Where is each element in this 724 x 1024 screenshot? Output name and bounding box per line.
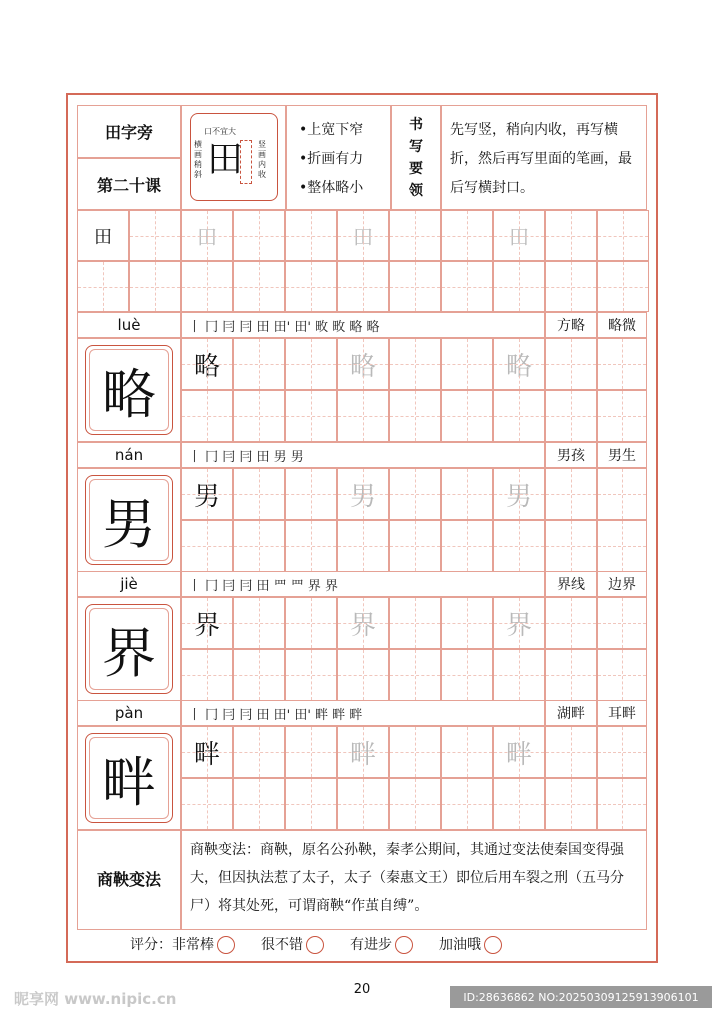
stroke-order <box>181 312 545 338</box>
story-title-cell <box>77 830 181 930</box>
watermark-right: ID:28636862 NO:20250309125913906101 <box>450 986 712 1008</box>
model-char: 畔 <box>193 739 220 770</box>
trace-char: 略 <box>505 351 532 382</box>
example-word-cell <box>597 312 647 338</box>
practice-grid-cell[interactable] <box>233 261 285 312</box>
example-word-cell <box>545 442 597 468</box>
practice-grid-cell[interactable] <box>285 468 337 520</box>
example-word: 方略 <box>557 318 585 334</box>
method-text-cell <box>441 105 647 210</box>
diagram-right-note: 竖画内收 <box>258 140 266 179</box>
trace-char: 界 <box>349 610 376 641</box>
example-word-cell <box>545 700 597 726</box>
trace-char: 男 <box>505 481 532 512</box>
practice-grid-cell[interactable] <box>337 261 389 312</box>
pinyin-label: jiè <box>120 575 138 593</box>
practice-grid-cell[interactable] <box>545 597 597 649</box>
radical-title: 田字旁 <box>104 123 153 142</box>
practice-grid-cell[interactable] <box>441 210 493 261</box>
practice-grid-cell[interactable] <box>441 261 493 312</box>
big-char-cell <box>77 338 181 442</box>
practice-grid-cell[interactable] <box>597 778 647 830</box>
practice-grid-cell[interactable] <box>545 390 597 442</box>
practice-grid-cell[interactable] <box>389 210 441 261</box>
practice-grid-cell[interactable] <box>597 261 649 312</box>
example-word: 边界 <box>608 577 636 593</box>
practice-grid-cell[interactable] <box>545 778 597 830</box>
practice-grid-cell[interactable] <box>389 261 441 312</box>
method-text: 先写竖，稍向内收，再写横折，然后再写里面的笔画，最后写横封口。 <box>450 122 632 196</box>
practice-grid-cell[interactable] <box>545 338 597 390</box>
practice-grid-cell[interactable] <box>545 210 597 261</box>
practice-grid-cell[interactable] <box>493 468 545 520</box>
practice-grid-cell[interactable] <box>181 649 233 701</box>
story-text-cell <box>181 830 647 930</box>
practice-grid-cell[interactable] <box>493 261 545 312</box>
practice-grid-cell[interactable] <box>233 726 285 778</box>
practice-grid-cell[interactable] <box>389 468 441 520</box>
lesson-label: 第二十课 <box>96 175 161 195</box>
stroke-order-text: 丨 冂 冃 冃 田 罒 罒 界 界 <box>188 578 339 594</box>
diagram-cell <box>181 105 286 210</box>
rating-circle[interactable] <box>217 936 235 954</box>
stroke-order-text: 丨 冂 冃 冃 田 男 男 <box>188 449 304 465</box>
example-word: 男生 <box>608 448 636 464</box>
practice-grid-cell[interactable] <box>181 390 233 442</box>
practice-trace-char: 田 <box>509 225 529 249</box>
practice-trace-char: 田 <box>197 225 217 249</box>
practice-grid-cell[interactable] <box>129 210 181 261</box>
rating-circle[interactable] <box>395 936 413 954</box>
practice-grid-cell[interactable] <box>337 649 389 701</box>
stroke-order <box>181 571 545 597</box>
practice-grid-cell[interactable] <box>233 597 285 649</box>
practice-grid-cell[interactable] <box>181 210 233 261</box>
practice-grid-cell[interactable] <box>389 597 441 649</box>
practice-grid-cell[interactable] <box>285 390 337 442</box>
big-char: 略 <box>89 349 169 431</box>
practice-grid-cell[interactable] <box>389 390 441 442</box>
practice-grid-cell[interactable] <box>597 520 647 572</box>
practice-grid-cell[interactable] <box>285 597 337 649</box>
big-char-cell <box>77 597 181 701</box>
stroke-order-text: 丨 冂 冃 冃 田 田' 田' 畋 畋 略 略 <box>188 319 380 335</box>
practice-grid-cell[interactable] <box>441 778 493 830</box>
practice-grid-cell[interactable] <box>441 520 493 572</box>
practice-radical-char: 田 <box>94 226 112 248</box>
practice-grid-cell[interactable] <box>441 338 493 390</box>
model-char: 界 <box>193 610 220 641</box>
practice-grid-cell[interactable] <box>285 210 337 261</box>
practice-grid-cell[interactable] <box>597 338 647 390</box>
method-label: 书写要领 <box>409 116 423 199</box>
practice-grid-cell[interactable] <box>493 649 545 701</box>
practice-radical-cell <box>77 210 129 261</box>
rating-option-1[interactable]: 非常棒 <box>172 934 235 954</box>
point-1: •上宽下窄 <box>299 121 364 138</box>
practice-grid-cell[interactable] <box>545 726 597 778</box>
example-word: 界线 <box>557 577 585 593</box>
practice-grid-cell[interactable] <box>441 390 493 442</box>
practice-grid-cell[interactable] <box>285 649 337 701</box>
practice-grid-cell[interactable] <box>233 390 285 442</box>
practice-grid-cell[interactable] <box>233 210 285 261</box>
pinyin-cell <box>77 312 181 338</box>
practice-grid-cell[interactable] <box>597 597 647 649</box>
big-char-cell <box>77 726 181 830</box>
practice-grid-cell[interactable] <box>233 778 285 830</box>
practice-grid-cell[interactable] <box>337 520 389 572</box>
pinyin-cell <box>77 442 181 468</box>
practice-grid-cell[interactable] <box>337 778 389 830</box>
practice-grid-cell[interactable] <box>597 210 649 261</box>
practice-grid-cell[interactable] <box>285 261 337 312</box>
pinyin-cell <box>77 571 181 597</box>
example-word: 略微 <box>608 318 636 334</box>
rating-option-2[interactable]: 很不错 <box>261 934 324 954</box>
point-2: •折画有力 <box>299 150 364 167</box>
example-word-cell <box>597 700 647 726</box>
rating-row <box>130 934 630 954</box>
model-char: 男 <box>193 481 220 512</box>
practice-grid-cell[interactable] <box>493 778 545 830</box>
practice-grid-cell[interactable] <box>337 390 389 442</box>
practice-grid-cell[interactable] <box>129 261 181 312</box>
practice-grid-cell[interactable] <box>285 338 337 390</box>
diagram-top-note: 口不宜大 <box>204 127 236 136</box>
lesson-cell <box>77 158 181 210</box>
method-label-cell <box>391 105 441 210</box>
practice-grid-cell[interactable] <box>597 468 647 520</box>
trace-char: 男 <box>349 481 376 512</box>
practice-grid-cell[interactable] <box>233 468 285 520</box>
example-word-cell <box>545 571 597 597</box>
practice-grid-cell[interactable] <box>181 468 233 520</box>
practice-grid-cell[interactable] <box>389 520 441 572</box>
stroke-order <box>181 442 545 468</box>
practice-grid-cell[interactable] <box>493 338 545 390</box>
practice-grid-cell[interactable] <box>337 597 389 649</box>
practice-grid-cell[interactable] <box>493 726 545 778</box>
example-word-cell <box>597 571 647 597</box>
trace-char: 畔 <box>505 739 532 770</box>
practice-grid-cell[interactable] <box>181 338 233 390</box>
practice-grid-cell[interactable] <box>597 726 647 778</box>
practice-grid-cell[interactable] <box>389 649 441 701</box>
diagram-guide-box <box>240 140 252 184</box>
example-word: 耳畔 <box>608 706 636 722</box>
practice-grid-cell[interactable] <box>441 468 493 520</box>
big-char: 界 <box>89 608 169 690</box>
story-text: 商鞅变法：商鞅，原名公孙鞅，秦孝公期间，其通过变法使秦国变得强大，但因执法惹了太子，太子（秦惠文王）即位后用车裂之刑（五马分尸）将其处死，可谓商鞅“作茧自缚”。 <box>190 842 624 914</box>
practice-grid-cell[interactable] <box>493 520 545 572</box>
practice-grid-cell[interactable] <box>389 338 441 390</box>
practice-grid-cell[interactable] <box>597 649 647 701</box>
practice-trace-char: 田 <box>353 225 373 249</box>
practice-grid-cell[interactable] <box>493 210 545 261</box>
pinyin-label: luè <box>117 316 141 334</box>
practice-grid-cell[interactable] <box>389 778 441 830</box>
practice-grid-cell[interactable] <box>285 726 337 778</box>
rating-label: 评分： <box>130 937 172 953</box>
trace-char: 界 <box>505 610 532 641</box>
page-number: 20 <box>353 982 371 997</box>
practice-grid-cell[interactable] <box>441 597 493 649</box>
story-title: 商鞅变法 <box>96 870 161 889</box>
practice-grid-cell[interactable] <box>285 520 337 572</box>
practice-grid-cell[interactable] <box>493 597 545 649</box>
practice-grid-cell[interactable] <box>233 649 285 701</box>
practice-grid-cell[interactable] <box>181 726 233 778</box>
example-word-cell <box>597 442 647 468</box>
practice-grid-cell[interactable] <box>545 468 597 520</box>
practice-grid-cell[interactable] <box>337 726 389 778</box>
practice-grid-cell[interactable] <box>597 390 647 442</box>
diagram-char: 田 <box>207 139 244 180</box>
big-char: 男 <box>89 479 169 561</box>
pinyin-label: pàn <box>114 704 144 722</box>
trace-char: 略 <box>349 351 376 382</box>
practice-grid-cell[interactable] <box>441 726 493 778</box>
practice-grid-cell[interactable] <box>77 261 129 312</box>
rating-option-3[interactable]: 有进步 <box>350 934 413 954</box>
watermark-left: 昵享网 www.nipic.cn <box>14 990 177 1008</box>
example-word: 男孩 <box>557 448 585 464</box>
practice-grid-cell[interactable] <box>337 210 389 261</box>
pinyin-label: nán <box>114 446 144 464</box>
practice-grid-cell[interactable] <box>181 520 233 572</box>
practice-grid-cell[interactable] <box>337 468 389 520</box>
practice-grid-cell[interactable] <box>545 649 597 701</box>
practice-grid-cell[interactable] <box>337 338 389 390</box>
example-word: 湖畔 <box>557 706 585 722</box>
point-3: •整体略小 <box>299 179 364 196</box>
practice-grid-cell[interactable] <box>545 520 597 572</box>
practice-grid-cell[interactable] <box>181 597 233 649</box>
example-word-cell <box>545 312 597 338</box>
practice-grid-cell[interactable] <box>181 778 233 830</box>
practice-grid-cell[interactable] <box>493 390 545 442</box>
rating-circle[interactable] <box>306 936 324 954</box>
diagram-left-note: 横画稍斜 <box>194 140 202 179</box>
title-cell <box>77 105 181 158</box>
big-char: 畔 <box>89 737 169 819</box>
practice-grid-cell[interactable] <box>233 338 285 390</box>
points-cell <box>286 105 391 210</box>
trace-char: 畔 <box>349 739 376 770</box>
big-char-cell <box>77 468 181 572</box>
practice-grid-cell[interactable] <box>285 778 337 830</box>
stroke-order-text: 丨 冂 冃 冃 田 田' 田' 畔 畔 畔 <box>188 707 363 723</box>
practice-grid-cell[interactable] <box>181 261 233 312</box>
rating-circle[interactable] <box>484 936 502 954</box>
practice-grid-cell[interactable] <box>545 261 597 312</box>
rating-option-4[interactable]: 加油哦 <box>439 934 502 954</box>
practice-grid-cell[interactable] <box>441 649 493 701</box>
practice-grid-cell[interactable] <box>233 520 285 572</box>
pinyin-cell <box>77 700 181 726</box>
stroke-order <box>181 700 545 726</box>
practice-grid-cell[interactable] <box>389 726 441 778</box>
model-char: 略 <box>193 351 220 382</box>
